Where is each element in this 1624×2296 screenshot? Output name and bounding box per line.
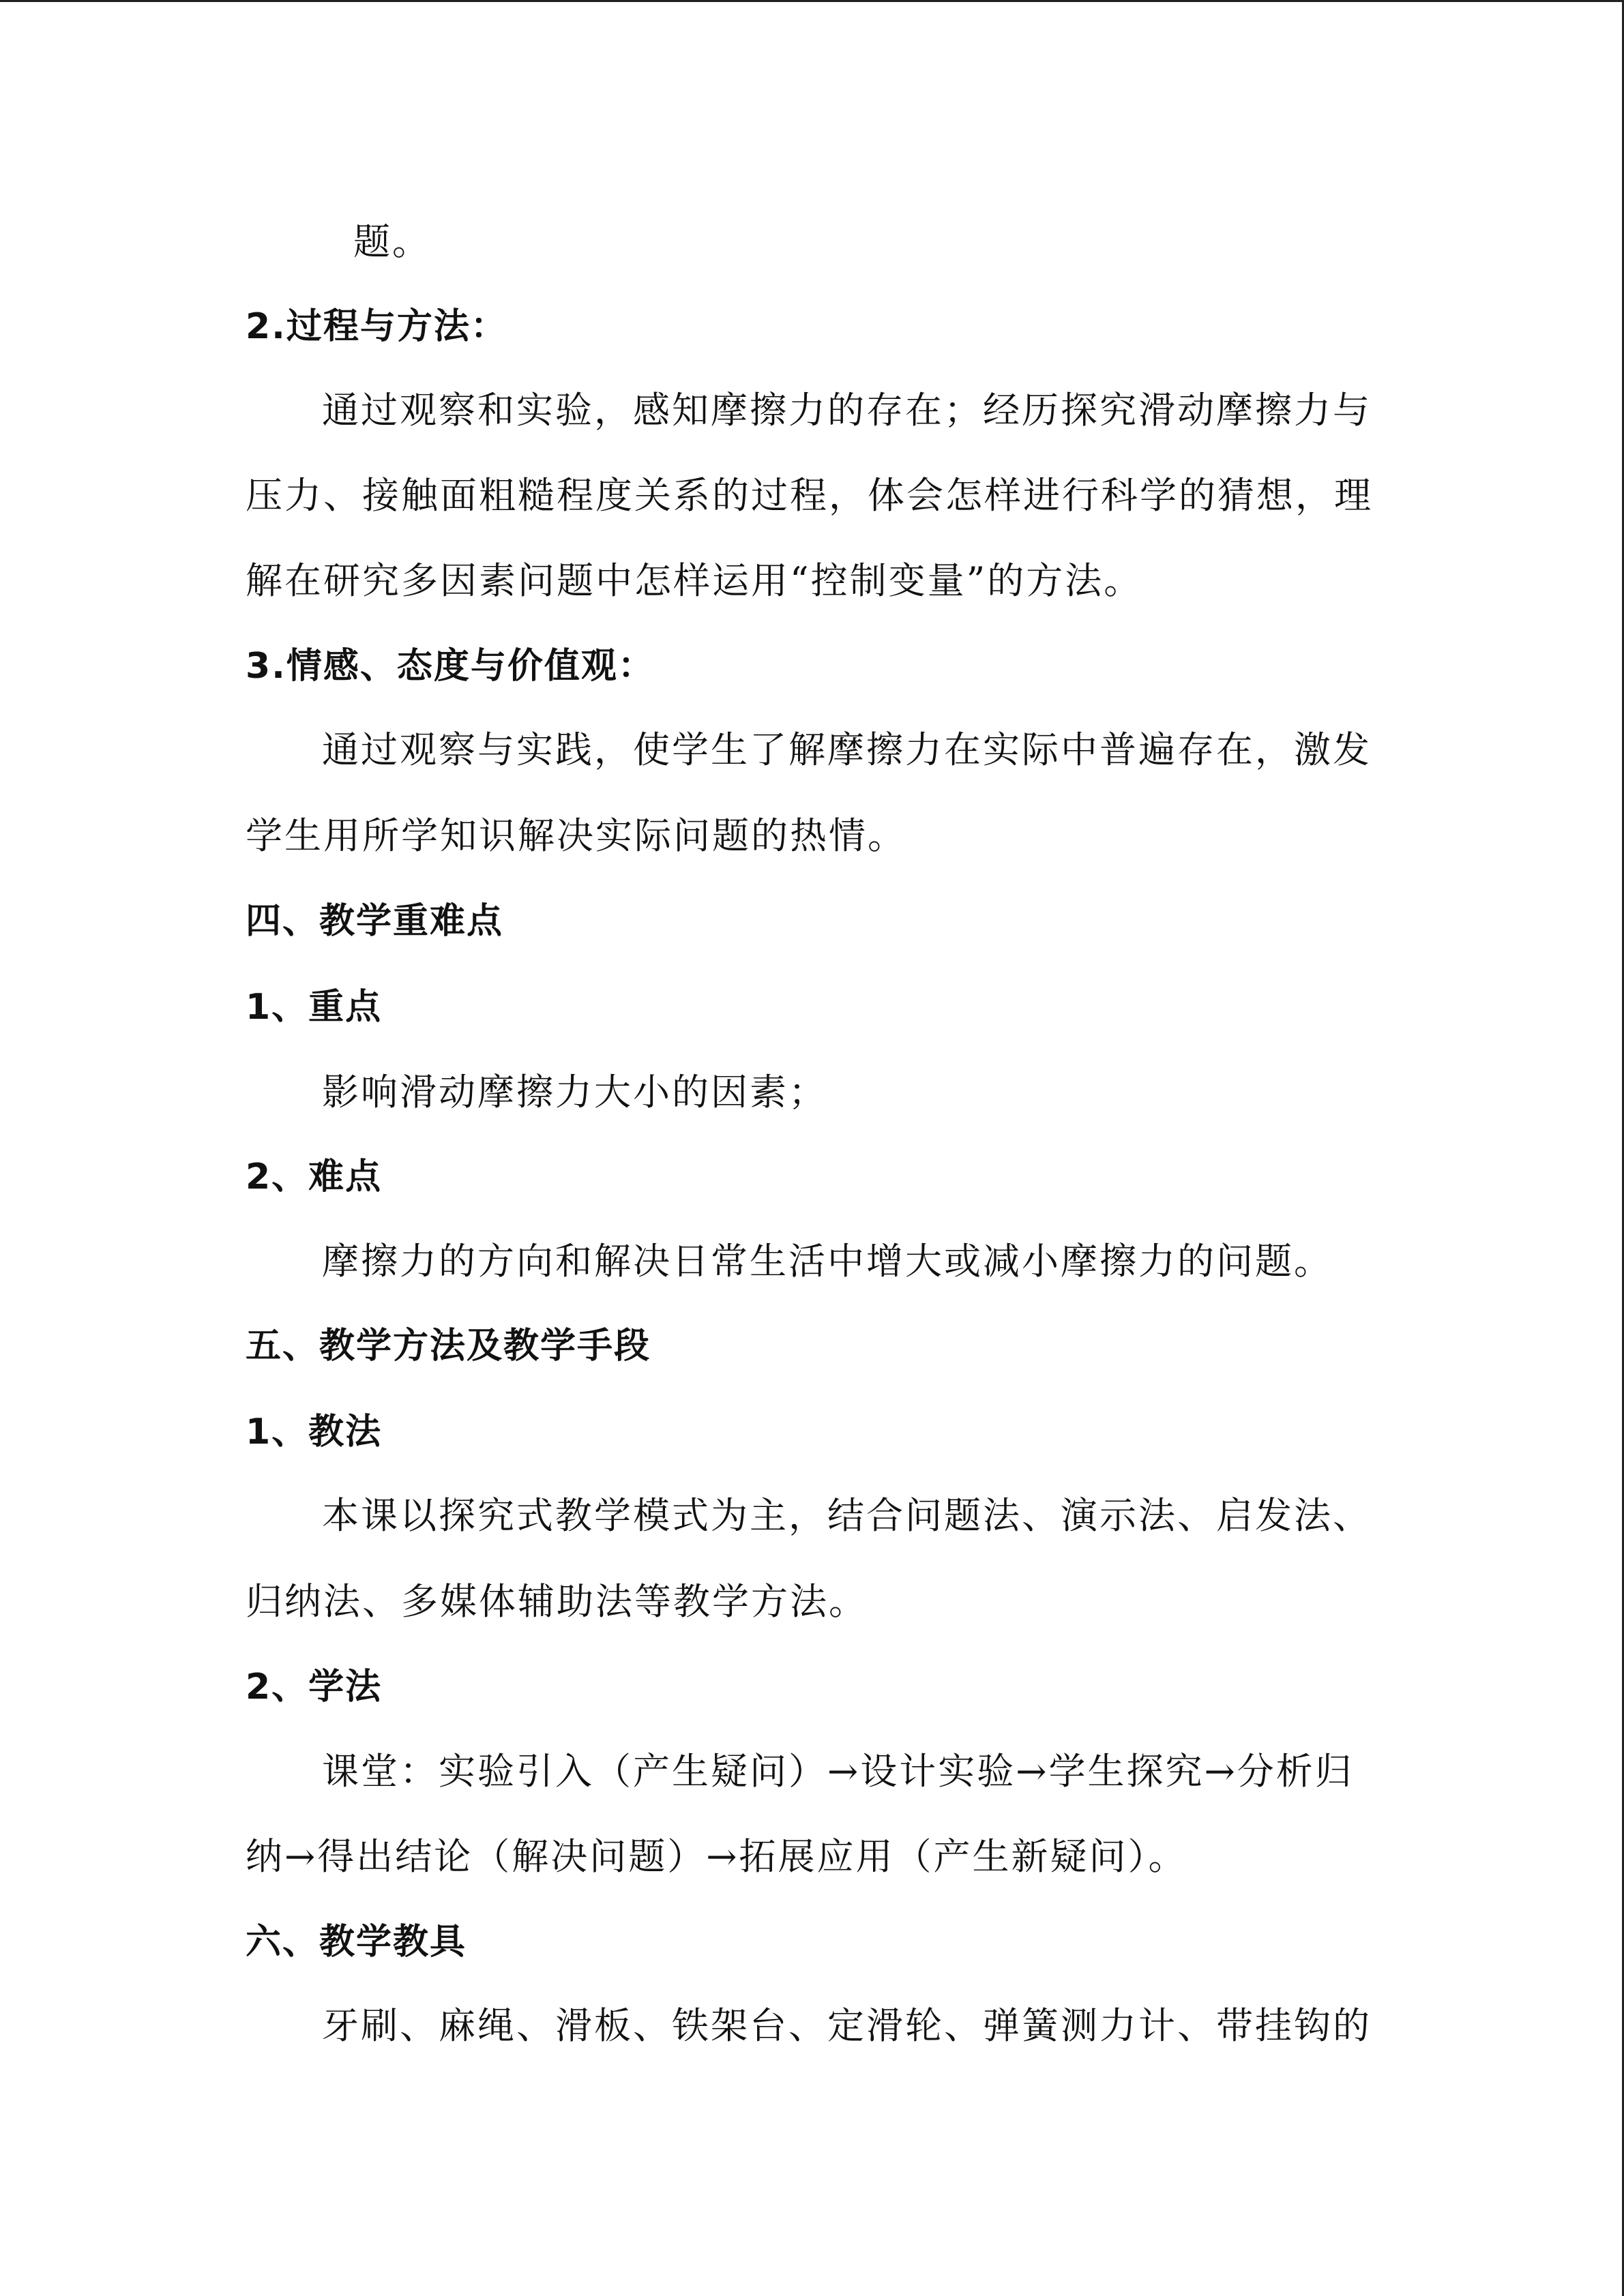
section-heading-teaching-methods: 五、教学方法及教学手段 [246, 1326, 651, 1367]
paragraph-line: 压力、接触面粗糙程度关系的过程，体会怎样进行科学的猜想，理 [246, 474, 1373, 517]
paragraph-line: 本课以探究式教学模式为主，结合问题法、演示法、启发法、 [322, 1494, 1372, 1537]
paragraph-line: 摩擦力的方向和解决日常生活中增大或减小摩擦力的问题。 [322, 1240, 1333, 1283]
section-heading-key-difficult-points: 四、教学重难点 [246, 901, 504, 942]
paragraph-line: 牙刷、麻绳、滑板、铁架台、定滑轮、弹簧测力计、带挂钩的 [322, 2004, 1372, 2047]
section-heading-process-method: 2.过程与方法： [246, 306, 507, 347]
subheading-learning-method: 2、学法 [246, 1667, 383, 1708]
subheading-difficult-point: 2、难点 [246, 1157, 383, 1197]
paragraph-line: 课堂：实验引入（产生疑问）→设计实验→学生探究→分析归 [322, 1750, 1354, 1793]
section-heading-teaching-aids: 六、教学教具 [246, 1922, 467, 1963]
section-heading-emotion-attitude: 3.情感、态度与价值观： [246, 646, 655, 687]
paragraph-line: 归纳法、多媒体辅助法等教学方法。 [246, 1580, 868, 1623]
paragraph-line: 解在研究多因素问题中怎样运用“控制变量”的方法。 [246, 559, 1143, 602]
paragraph-line: 题。 [353, 220, 431, 263]
subheading-key-point: 1、重点 [246, 987, 383, 1028]
paragraph-line: 通过观察与实践，使学生了解摩擦力在实际中普遍存在，激发 [322, 728, 1372, 771]
paragraph-line: 学生用所学知识解决实际问题的热情。 [246, 814, 906, 857]
subheading-teaching-method: 1、教法 [246, 1412, 383, 1452]
paragraph-line: 纳→得出结论（解决问题）→拓展应用（产生新疑问）。 [246, 1835, 1187, 1878]
paragraph-line: 通过观察和实验，感知摩擦力的存在；经历探究滑动摩擦力与 [322, 389, 1372, 432]
paragraph-line: 影响滑动摩擦力大小的因素； [322, 1071, 827, 1114]
